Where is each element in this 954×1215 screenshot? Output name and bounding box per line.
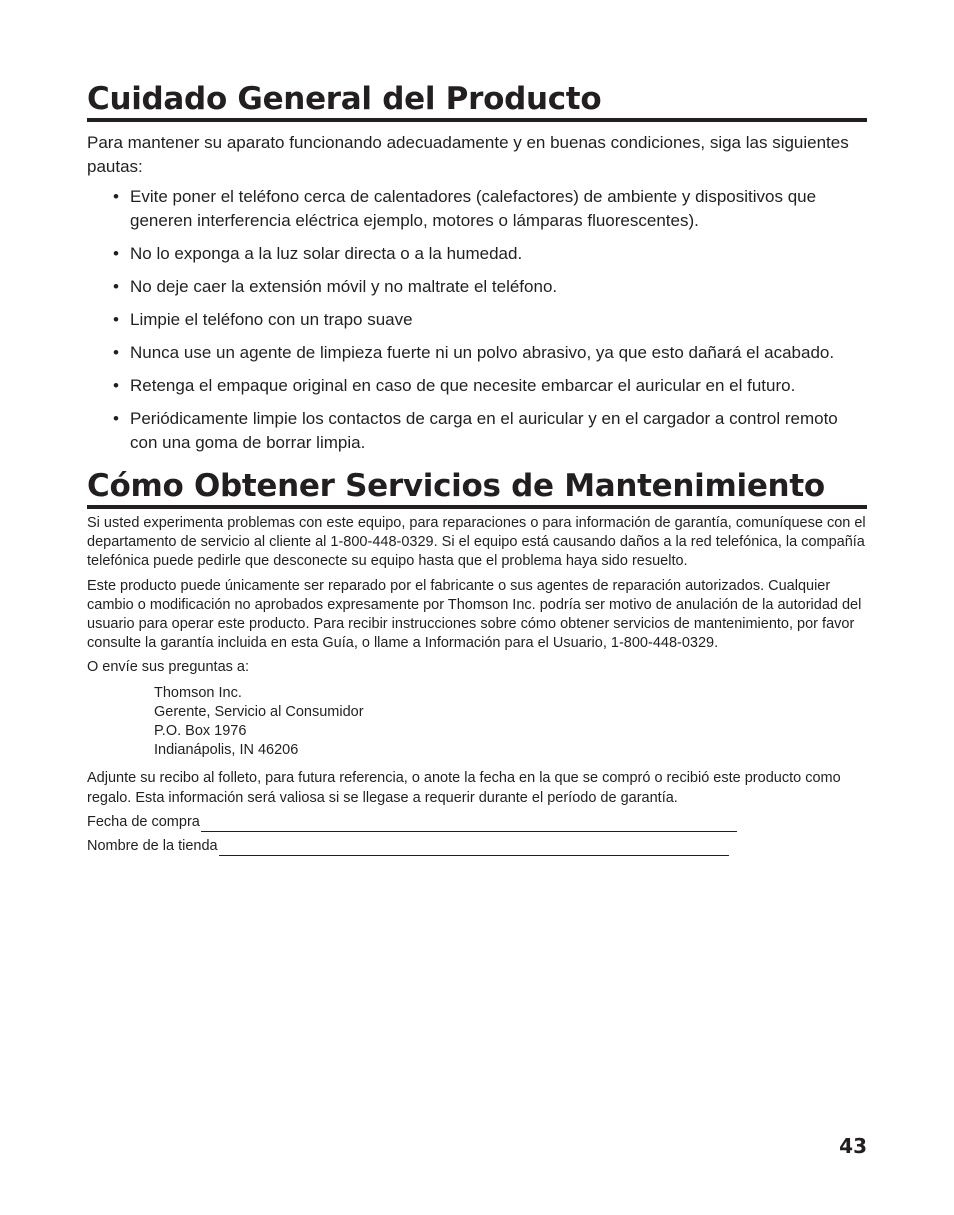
list-item-text: Periódicamente limpie los contactos de carga en el auricular y en el cargador a control remoto con una goma de borrar limpia. [130, 409, 838, 452]
list-item-text: Evite poner el teléfono cerca de calentadores (calefactores) de ambiente y dispositivos que generen interferencia eléctrica ejemplo, motores o lámparas fluorescentes). [130, 187, 817, 230]
list-item-text: Nunca use un agente de limpieza fuerte ni un polvo abrasivo, ya que esto dañará el acabado. [130, 343, 835, 362]
address-line: Indianápolis, IN 46206 [154, 742, 299, 759]
list-item-text: Retenga el empaque original en caso de que necesite embarcar el auricular en el futuro. [130, 376, 796, 395]
list-item [113, 308, 867, 332]
list-item [113, 275, 867, 299]
address-line: P.O. Box 1976 [154, 723, 247, 740]
section-title-service: Cómo Obtener Servicios de Mantenimiento [87, 469, 867, 509]
bullet: • [113, 343, 119, 362]
purchase-date-label: Fecha de compra [87, 813, 200, 830]
product-care-intro: Para mantener su aparato funcionando adecuadamente y en buenas condiciones, siga las siguientes pautas: [87, 133, 849, 176]
address-line: Thomson Inc. [154, 684, 242, 701]
bullet: • [113, 244, 119, 263]
store-name-line [219, 840, 729, 856]
service-paragraph-repair: Este producto puede únicamente ser reparado por el fabricante o sus agentes de reparación autorizados. Cualquier cambio o modificación no aprobados expresamente por Thomson Inc. podría ser motivo de anulación de la autoridad del usuario para operar este producto. Para recibir instrucciones sobre cómo obtener servicios de mantenimiento, por favor consulte la garantía incluida en esta Guía, o llame a Información para el Usuario, 1-800-448-0329. [87, 577, 862, 652]
store-name-label: Nombre de la tienda [87, 837, 218, 854]
purchase-date-field [87, 813, 867, 832]
service-send-to-label: O envíe sus preguntas a: [87, 659, 250, 676]
manual-page [87, 82, 867, 856]
page-number: 43 [839, 1134, 867, 1158]
list-item [113, 341, 867, 365]
bullet: • [113, 376, 119, 395]
list-item [113, 242, 867, 266]
list-item [113, 185, 867, 233]
purchase-date-line [201, 816, 737, 832]
service-paragraph-receipt: Adjunte su recibo al folleto, para futura referencia, o anote la fecha en la que se compró o recibió este producto como regalo. Esta información será valiosa si se llegase a requerir durante el período de garantía. [87, 770, 841, 806]
bullet: • [113, 187, 119, 206]
list-item [113, 407, 867, 455]
list-item-text: Limpie el teléfono con un trapo suave [130, 310, 413, 329]
list-item-text: No deje caer la extensión móvil y no maltrate el teléfono. [130, 277, 558, 296]
mailing-address [154, 684, 867, 761]
bullet: • [113, 409, 119, 428]
product-care-list [87, 185, 867, 455]
address-line: Gerente, Servicio al Consumidor [154, 703, 364, 720]
list-item-text: No lo exponga a la luz solar directa o a la humedad. [130, 244, 523, 263]
bullet: • [113, 310, 119, 329]
section-title-product-care: Cuidado General del Producto [87, 82, 867, 122]
store-name-field [87, 837, 867, 856]
service-paragraph-contact: Si usted experimenta problemas con este equipo, para reparaciones o para información de garantía, comuníquese con el departamento de servicio al cliente al 1-800-448-0329. Si el equipo está causando daños a la red telefónica, la compañía telefónica puede pedirle que desconecte su equipo hasta que el problema haya sido resuelto. [87, 515, 866, 570]
list-item [113, 374, 867, 398]
bullet: • [113, 277, 119, 296]
